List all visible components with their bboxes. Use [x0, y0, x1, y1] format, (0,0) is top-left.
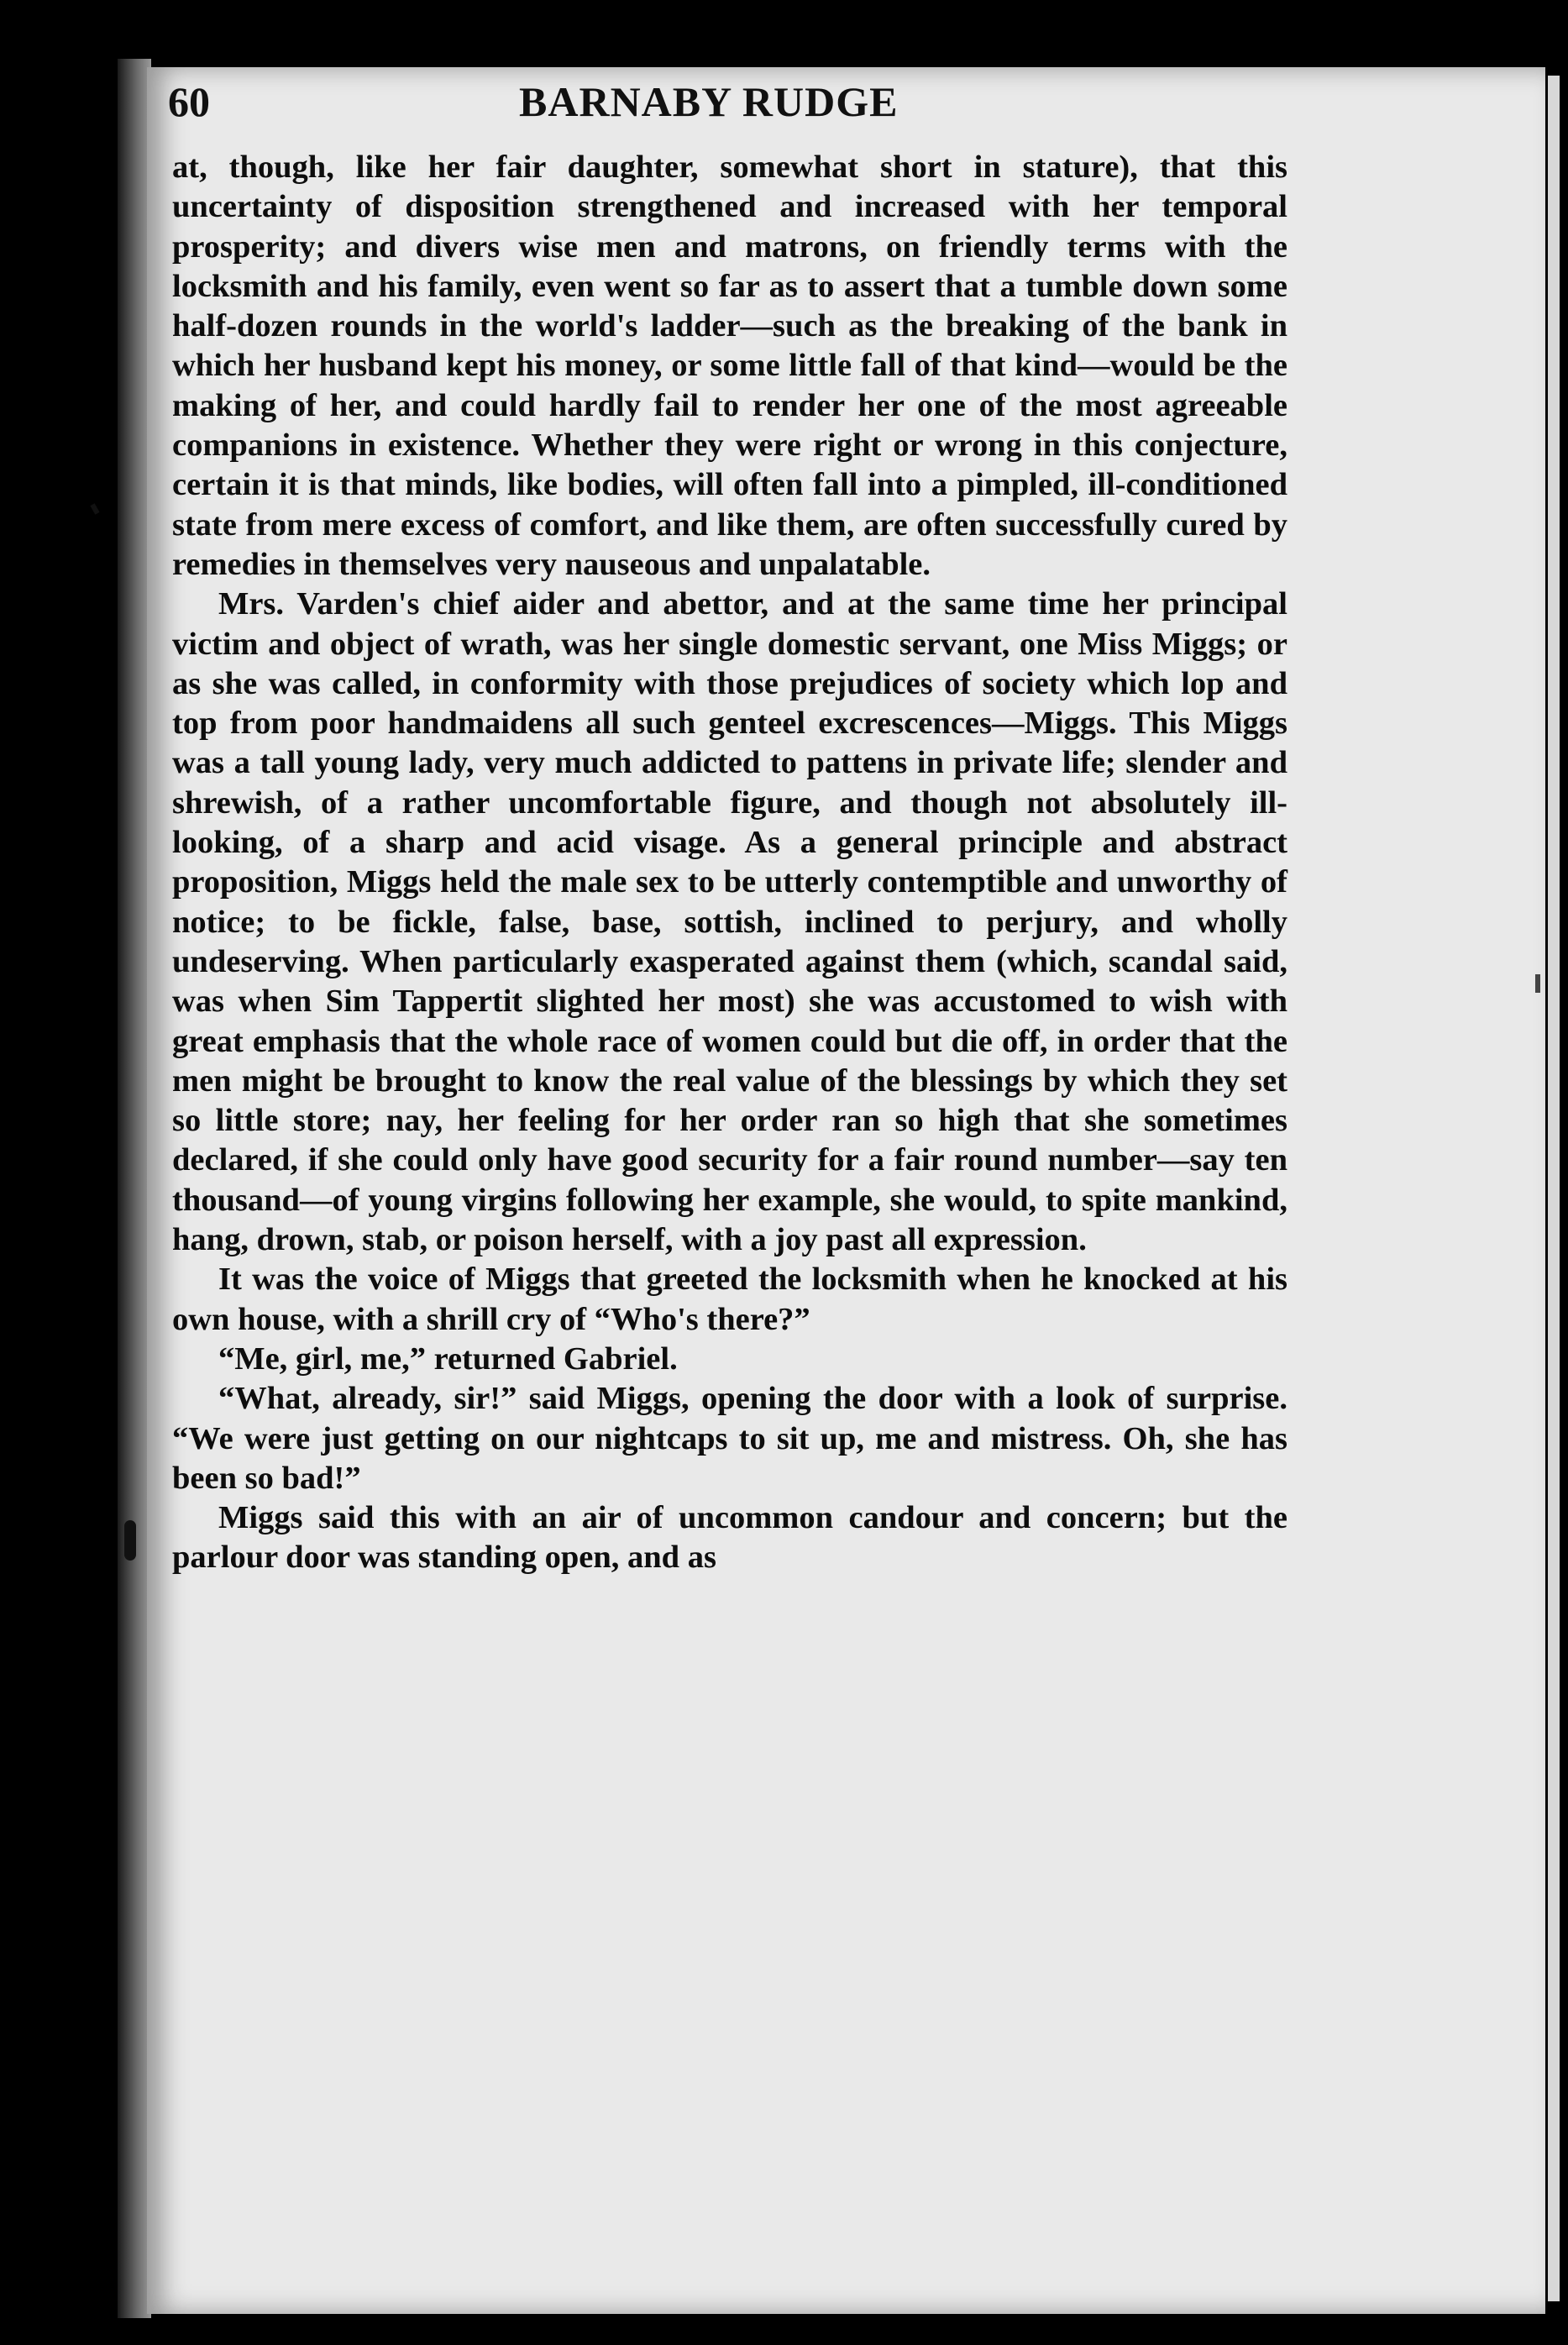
page-header — [168, 77, 1260, 136]
page-right-edge — [1548, 76, 1560, 2301]
paragraph: Miggs said this with an air of uncommon candour and concern; but the parlour door was standing open, and as — [172, 1500, 1287, 1576]
paragraph: “Me, girl, me,” returned Gabriel. — [218, 1340, 678, 1377]
margin-speck — [124, 1520, 136, 1561]
book-spine-shadow — [118, 59, 151, 2318]
paragraph: Mrs. Varden's chief aider and abettor, and at the same time her principal victim and object of wrath, was her single domestic servant, one Miss Miggs; or as she was called, in conformity with those prejudices of society which lop and top from poor handmaidens all such genteel excrescences—Miggs. This Miggs was a tall young lady, very much addicted to pattens in private life; slender and shrewish, of a rather uncomfortable figure, and though not absolutely ill-looking, of a sharp and acid visage. As a general principle and abstract proposition, Miggs held the male sex to be utterly contemptible and unworthy of notice; to be fickle, false, base, sottish, inclined to perjury, and wholly undeserving. When particularly exasperated against them (which, scandal said, was when Sim Tappertit slighted her most) she was accustomed to wish with great emphasis that the whole race of women could but die off, in order that the men might be brought to know the real value of the blessings by which they set so little store; nay, her feeling for her order ran so high that she sometimes declared, if she could only have good security for a fair round number—say ten thousand—of young virgins following her example, she would, to spite mankind, hang, drown, stab, or poison herself, with a joy past all expression. — [172, 586, 1287, 1258]
margin-speck — [90, 503, 99, 514]
running-title: BARNABY RUDGE — [519, 78, 899, 125]
paragraph: at, though, like her fair daughter, somewhat short in stature), that this uncertainty of disposition strengthened and increased with her temporal prosperity; and divers wise men and matrons, on friendly terms with the locksmith and his family, even went so far as to assert that a tumble down some half-dozen rounds in the world's ladder—such as the breaking of the bank in which her husband kept his money, or some little fall of that kind—would be the making of her, and could hardly fail to render her one of the most agreeable companions in existence. Whether they were right or wrong in this conjecture, certain it is that minds, like bodies, will often fall into a pimpled, ill-conditioned state from mere excess of comfort, and like them, are often successfully cured by remedies in themselves very nauseous and unpalatable. — [172, 150, 1287, 582]
margin-speck — [1535, 974, 1540, 993]
body-text — [172, 148, 1287, 1578]
page-number: 60 — [168, 78, 210, 125]
paragraph: It was the voice of Miggs that greeted the locksmith when he knocked at his own house, with a shrill cry of “Who's there?” — [172, 1262, 1287, 1337]
paragraph: “What, already, sir!” said Miggs, opening the door with a look of surprise. “We were just getting on our nightcaps to sit up, me and mistress. Oh, she has been so bad!” — [172, 1381, 1287, 1496]
